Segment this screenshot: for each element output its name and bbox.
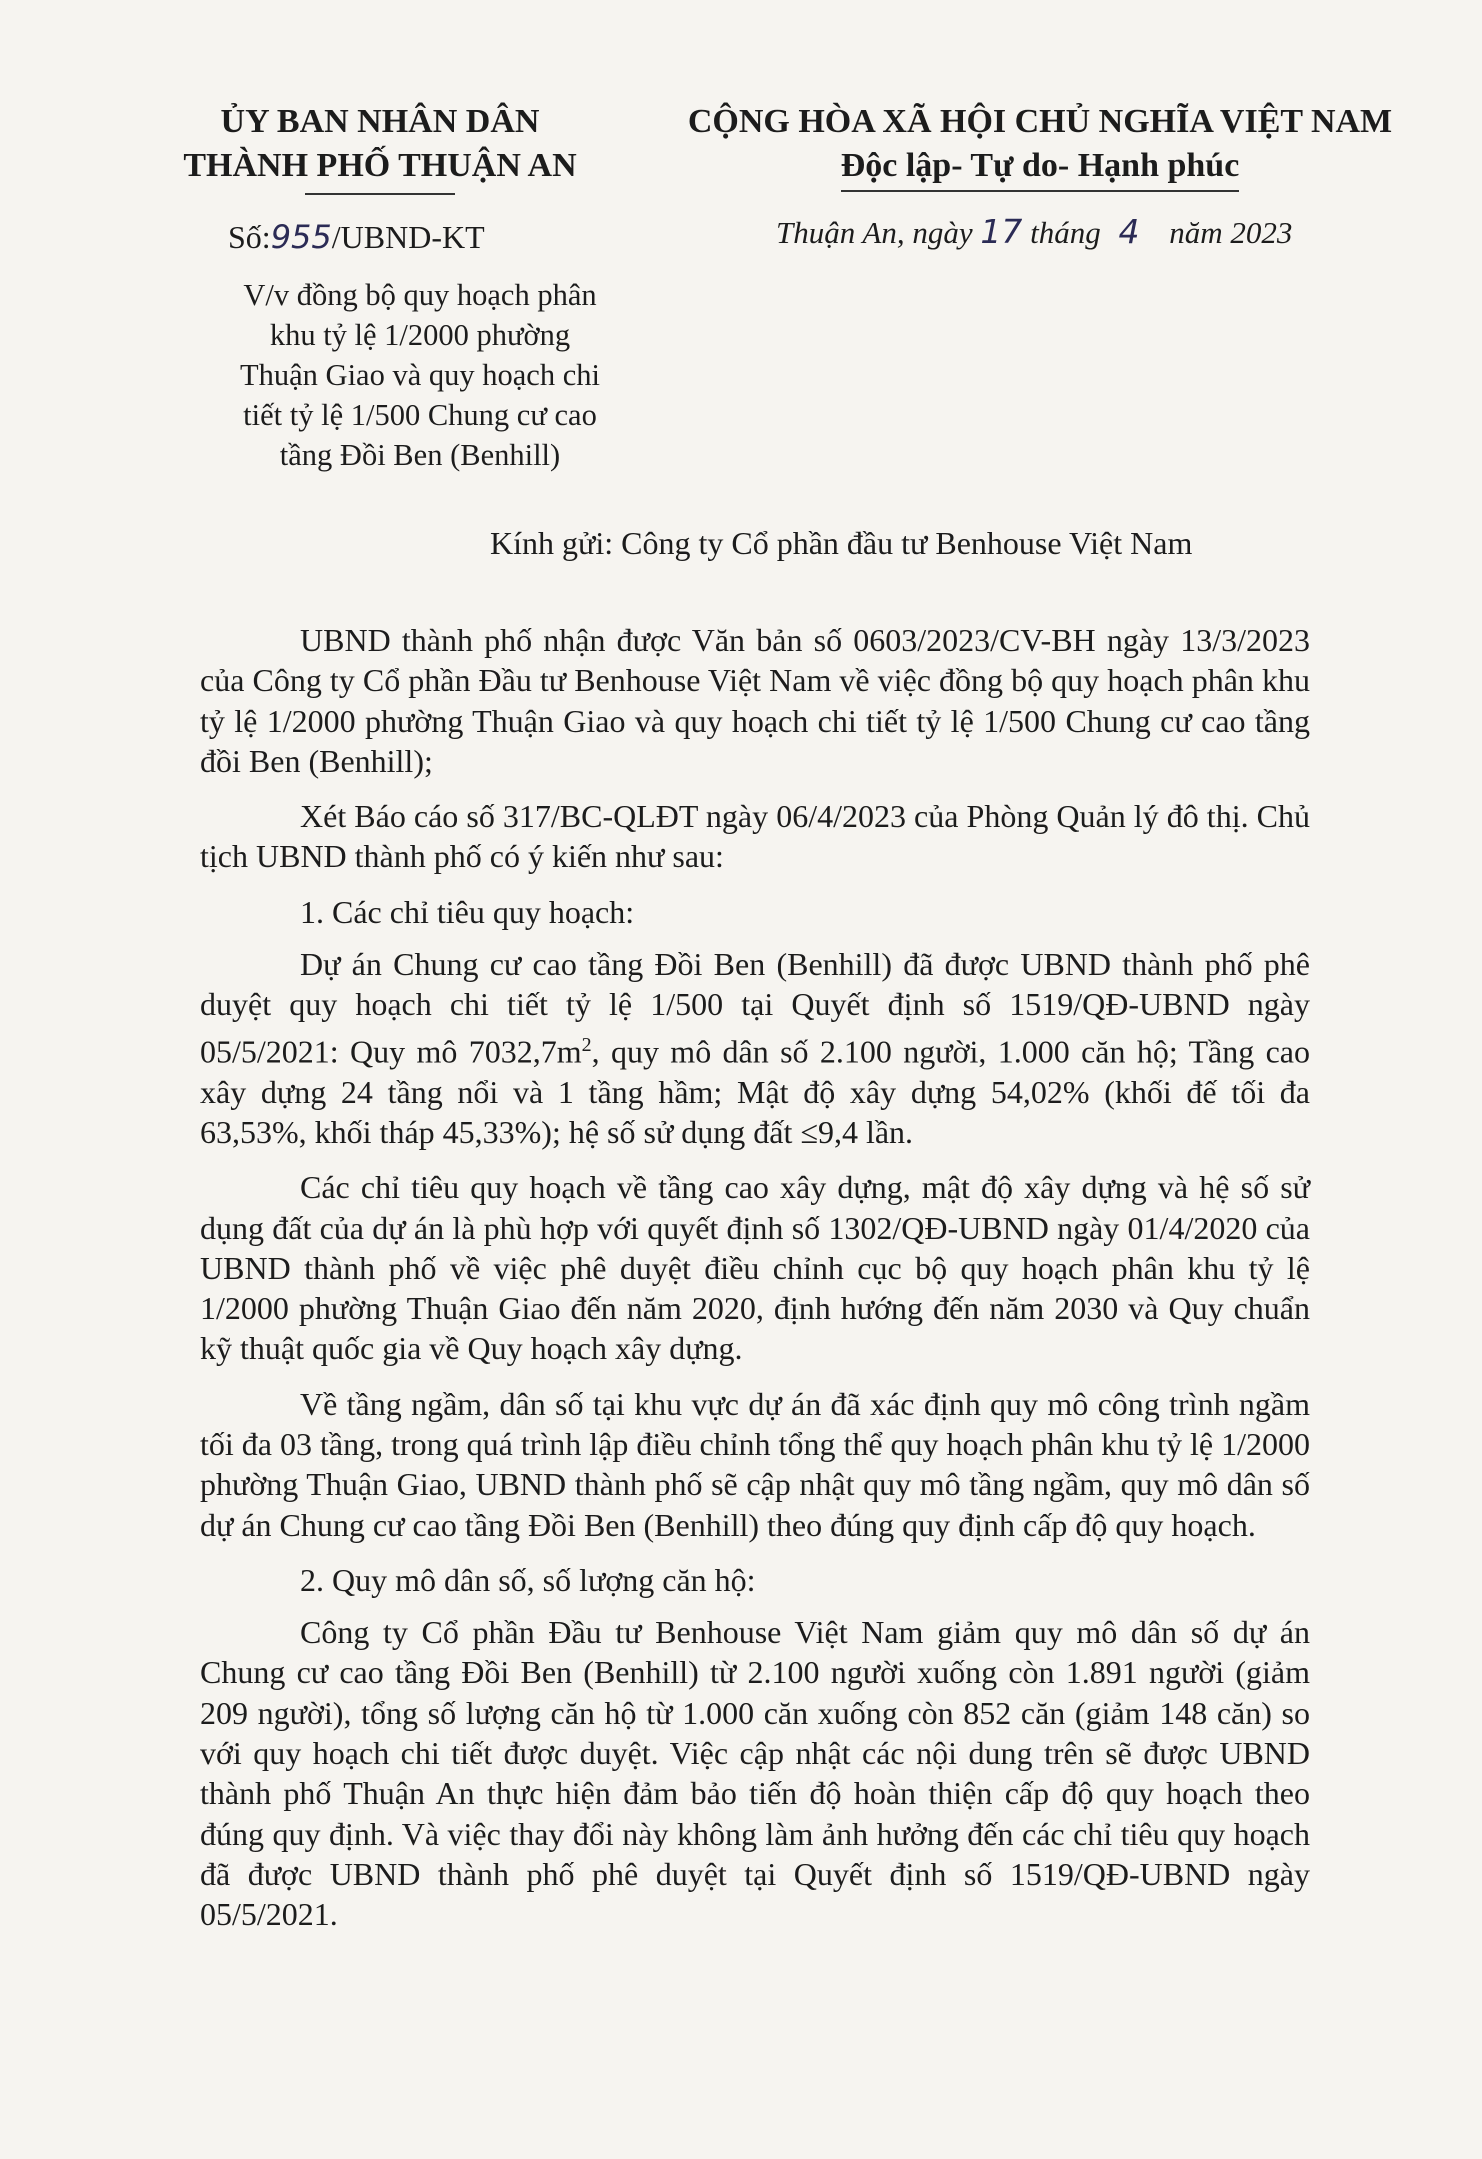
issuing-organization: [150, 100, 610, 188]
document-subject: [190, 275, 650, 475]
body-paragraph: Công ty Cổ phần Đầu tư Benhouse Việt Nam giảm quy mô dân số dự án Chung cư cao tầng Đồi Ben (Benhill) từ 2.100 người xuống còn 1.891 người (giảm 209 người), tổng số lượng căn hộ từ 1.000 căn xuống còn 852 căn (giảm 148 căn) so với quy hoạch chi tiết được duyệt. Việc cập nhật các nội dung trên sẽ được UBND thành phố Thuận An thực hiện đảm bảo tiến độ hoàn thiện cấp độ quy hoạch theo đúng quy định. Và việc thay đổi này không làm ảnh hưởng đến các chỉ tiêu quy hoạch đã được UBND thành phố phê duyệt tại Quyết định số 1519/QĐ-UBND ngày 05/5/2021.: [200, 1614, 1310, 1933]
doc-number-handwritten: 955: [270, 218, 332, 256]
doc-number-prefix: Số:: [228, 219, 271, 255]
org-underline: [305, 193, 455, 195]
section-heading-1: 1. Các chỉ tiêu quy hoạch:: [300, 893, 635, 930]
subject-line: Thuận Giao và quy hoạch chi: [240, 358, 600, 392]
date-place: Thuận An, ngày: [776, 215, 973, 250]
body-paragraph: Về tầng ngầm, dân số tại khu vực dự án đã xác định quy mô công trình ngầm tối đa 03 tầng, trong quá trình lập điều chỉnh tổng thể quy hoạch phân khu tỷ lệ 1/2000 phường Thuận Giao, UBND thành phố sẽ cập nhật quy mô tầng ngầm, quy mô dân số dự án Chung cư cao tầng Đồi Ben (Benhill) theo đúng quy định cấp độ quy hoạch.: [200, 1385, 1311, 1543]
section-heading-2: 2. Quy mô dân số, số lượng căn hộ:: [300, 1561, 756, 1598]
subject-line: V/v đồng bộ quy hoạch phân: [243, 278, 597, 312]
motto: Độc lập- Tự do- Hạnh phúc: [841, 144, 1240, 192]
subject-line: tiết tỷ lệ 1/500 Chung cư cao: [243, 398, 597, 432]
p3-superscript: 2: [581, 1033, 592, 1056]
p3-text-end: , quy mô dân số 2.100 người, 1.000 căn hộ; Tầng cao xây dựng 24 tầng nổi và 1 tầng hầm; Mật độ xây dựng 54,02% (khối đế tối đa 63,53%, khối tháp 45,33%); hệ số sử dụng đất ≤9,4 lần.: [200, 1033, 1311, 1150]
date-month-label: tháng: [1030, 215, 1101, 250]
subject-line: khu tỷ lệ 1/2000 phường: [269, 318, 571, 352]
date-year: năm 2023: [1169, 215, 1293, 250]
document-number: [228, 218, 485, 256]
national-header: [640, 100, 1440, 192]
body-paragraph: [200, 944, 1310, 1152]
place-date: [776, 212, 1292, 251]
republic-title: CỘNG HÒA XÃ HỘI CHỦ NGHĨA VIỆT NAM: [687, 103, 1393, 140]
body-paragraph: UBND thành phố nhận được Văn bản số 0603/2023/CV-BH ngày 13/3/2023 của Công ty Cổ phần Đầu tư Benhouse Việt Nam về việc đồng bộ quy hoạch phân khu tỷ lệ 1/2000 phường Thuận Giao và quy hoạch chi tiết tỷ lệ 1/500 Chung cư cao tầng đồi Ben (Benhill);: [200, 622, 1310, 779]
p3-text-start: Dự án Chung cư cao tầng Đồi Ben (Benhill) đã được UBND thành phố phê duyệt quy hoạch chi tiết tỷ lệ 1/500 tại Quyết định số 1519/QĐ-UBND ngày 05/5/2021: Quy mô 7032,7m: [200, 946, 1310, 1070]
org-line-1: ỦY BAN NHÂN DÂN: [220, 103, 540, 140]
document-body: [200, 620, 1310, 1950]
body-paragraph: Các chỉ tiêu quy hoạch về tầng cao xây dựng, mật độ xây dựng và hệ số sử dụng đất của dự án là phù hợp với quyết định số 1302/QĐ-UBND ngày 01/4/2020 của UBND thành phố về việc phê duyệt điều chỉnh cục bộ quy hoạch phân khu tỷ lệ 1/2000 phường Thuận Giao đến năm 2020, định hướng đến năm 2030 và Quy chuẩn kỹ thuật quốc gia về Quy hoạch xây dựng.: [200, 1169, 1310, 1367]
date-month: 4: [1118, 212, 1140, 251]
doc-number-suffix: /UBND-KT: [331, 219, 485, 255]
org-line-2: THÀNH PHỐ THUẬN AN: [183, 147, 577, 184]
body-paragraph: Xét Báo cáo số 317/BC-QLĐT ngày 06/4/2023 của Phòng Quản lý đô thị. Chủ tịch UBND thành phố có ý kiến như sau:: [200, 798, 1310, 875]
date-day: 17: [980, 212, 1023, 251]
recipient: Kính gửi: Công ty Cổ phần đầu tư Benhouse Việt Nam: [490, 525, 1193, 561]
subject-line: tầng Đồi Ben (Benhill): [279, 438, 561, 472]
